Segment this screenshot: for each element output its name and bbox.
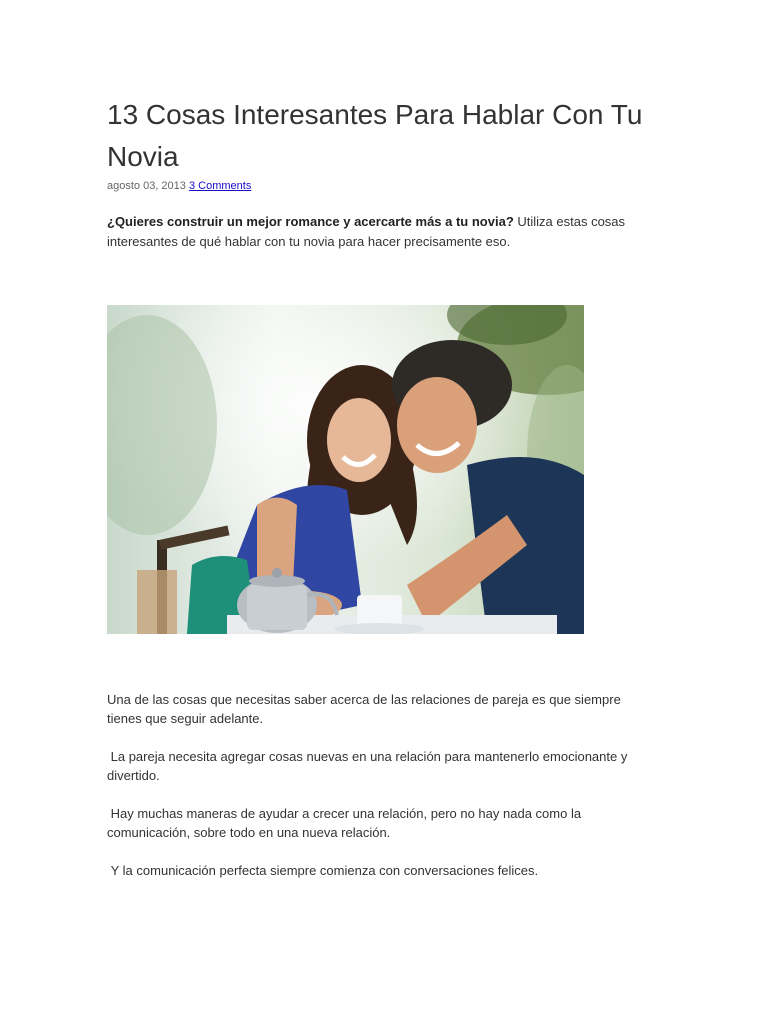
paragraph-3: Hay muchas maneras de ayudar a crecer una relación, pero no hay nada como la comunicación, sobre todo en una nueva relación. (107, 806, 585, 840)
comments-link[interactable]: 3 Comments (188, 180, 252, 192)
paragraph-2: La pareja necesita agregar cosas nuevas en una relación para mantenerlo emocionante y divertido. (107, 749, 631, 783)
paragraph-1: Una de las cosas que necesitas saber acerca de las relaciones de pareja es que siempre tienes que seguir adelante. (107, 692, 625, 726)
intro-paragraph (107, 212, 637, 252)
post-date: agosto 03, 2013 (107, 180, 186, 192)
couple-photo (107, 305, 584, 634)
paragraph-4: Y la comunicación perfecta siempre comienza con conversaciones felices. (107, 863, 539, 878)
post-meta (107, 179, 251, 193)
article-title: 13 Cosas Interesantes Para Hablar Con Tu Novia (107, 99, 643, 172)
intro-text: Utiliza estas cosas interesantes de qué hablar con tu novia para hacer precisamente eso. (107, 214, 626, 249)
intro-bold-text: ¿Quieres construir un mejor romance y acercarte más a tu novia? (107, 214, 514, 229)
